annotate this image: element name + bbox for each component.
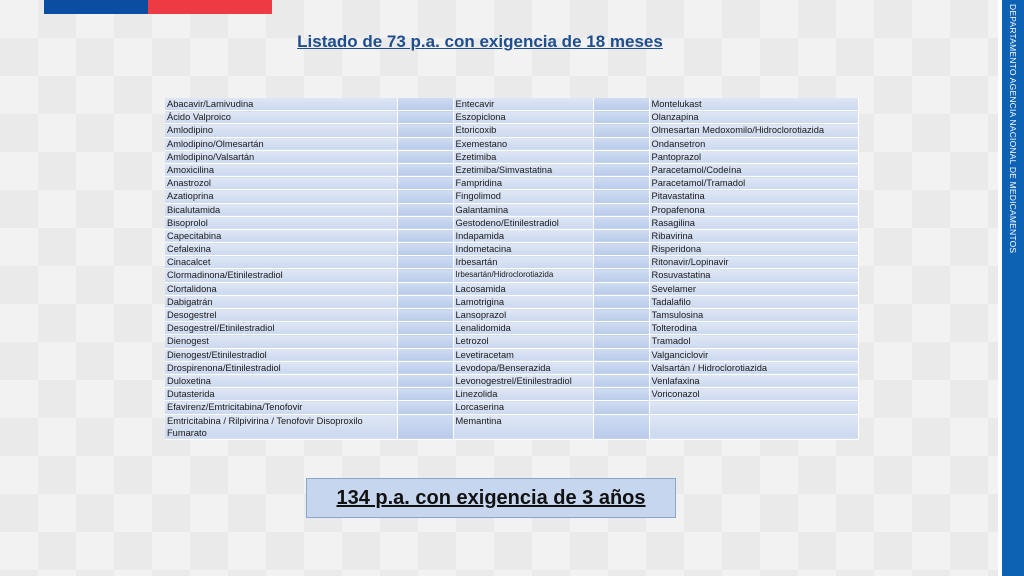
table-spacer-cell [397,177,453,190]
table-spacer-cell [593,190,649,203]
table-cell: Ondansetron [649,137,858,150]
table-row [165,137,858,150]
table-spacer-cell [397,361,453,374]
table-cell: Amlodipino [165,124,397,137]
table-row [165,229,858,242]
table-spacer-cell [593,335,649,348]
table-spacer-cell [593,150,649,163]
table-spacer-cell [397,216,453,229]
table-spacer-cell [593,401,649,414]
table-spacer-cell [593,269,649,282]
side-label-container [1002,0,1024,576]
table-spacer-cell [397,98,453,111]
table-row [165,388,858,401]
table-cell: Etoricoxib [453,124,593,137]
table-cell: Amlodipino/Valsartán [165,150,397,163]
page-title: Listado de 73 p.a. con exigencia de 18 meses [297,32,663,51]
side-label: DEPARTAMENTO AGENCIA NACIONAL DE MEDICAMENTOS [1008,4,1018,254]
drug-table [165,98,859,440]
table-cell: Entecavir [453,98,593,111]
table-cell: Lenalidomida [453,322,593,335]
table-spacer-cell [397,388,453,401]
table-spacer-cell [397,137,453,150]
table-cell: Anastrozol [165,177,397,190]
table-cell: Desogestrel [165,309,397,322]
table-cell: Clormadinona/Etinilestradiol [165,269,397,282]
table-spacer-cell [593,111,649,124]
table-row [165,309,858,322]
table-spacer-cell [593,361,649,374]
table-row [165,282,858,295]
table-row [165,322,858,335]
table-cell: Ezetimiba [453,150,593,163]
table-cell: Gestodeno/Etinilestradiol [453,216,593,229]
table-spacer-cell [593,203,649,216]
table-spacer-cell [593,177,649,190]
table-cell: Valganciclovir [649,348,858,361]
table-cell: Ritonavir/Lopinavir [649,256,858,269]
table-cell: Ezetimiba/Simvastatina [453,163,593,176]
table-cell: Levodopa/Benserazida [453,361,593,374]
table-cell: Rasagilina [649,216,858,229]
table-spacer-cell [397,190,453,203]
table-cell: Abacavir/Lamivudina [165,98,397,111]
table-spacer-cell [397,309,453,322]
table-cell: Capecitabina [165,229,397,242]
table-cell: Tadalafilo [649,295,858,308]
table-spacer-cell [397,124,453,137]
table-cell: Dutasterida [165,388,397,401]
table-cell: Eszopiclona [453,111,593,124]
table-cell: Desogestrel/Etinilestradiol [165,322,397,335]
table-cell: Fingolimod [453,190,593,203]
table-cell: Irbesartán/Hidroclorotiazida [453,269,593,282]
table-row [165,401,858,414]
drug-table-body [165,98,858,439]
table-cell: Paracetamol/Tramadol [649,177,858,190]
table-row [165,124,858,137]
table-cell: Fampridina [453,177,593,190]
table-spacer-cell [397,374,453,387]
table-spacer-cell [397,243,453,256]
table-cell: Azatioprina [165,190,397,203]
table-cell: Ribavirina [649,229,858,242]
table-spacer-cell [397,322,453,335]
table-cell: Lorcaserina [453,401,593,414]
table-spacer-cell [397,203,453,216]
table-row [165,190,858,203]
table-spacer-cell [593,295,649,308]
table-spacer-cell [593,348,649,361]
table-spacer-cell [593,137,649,150]
table-row [165,256,858,269]
table-cell: Propafenona [649,203,858,216]
table-row [165,414,858,439]
table-cell: Dienogest [165,335,397,348]
table-cell: Dabigatrán [165,295,397,308]
table-cell: Levetiracetam [453,348,593,361]
table-row [165,361,858,374]
table-spacer-cell [593,388,649,401]
table-cell: Ácido Valproico [165,111,397,124]
table-row [165,150,858,163]
table-spacer-cell [397,282,453,295]
table-spacer-cell [593,243,649,256]
table-cell: Olmesartan Medoxomilo/Hidroclorotiazida [649,124,858,137]
table-cell: Bisoprolol [165,216,397,229]
table-spacer-cell [593,163,649,176]
table-cell: Cefalexina [165,243,397,256]
table-cell: Venlafaxina [649,374,858,387]
table-cell: Drospirenona/Etinilestradiol [165,361,397,374]
table-cell [649,414,858,439]
table-cell: Levonogestrel/Etinilestradiol [453,374,593,387]
table-cell: Efavirenz/Emtricitabina/Tenofovir [165,401,397,414]
table-cell: Rosuvastatina [649,269,858,282]
table-cell: Pantoprazol [649,150,858,163]
footer-text: 134 p.a. con exigencia de 3 años [336,486,646,509]
table-spacer-cell [397,229,453,242]
table-cell: Olanzapina [649,111,858,124]
table-cell: Dienogest/Etinilestradiol [165,348,397,361]
table-cell: Clortalidona [165,282,397,295]
table-spacer-cell [593,309,649,322]
table-cell: Sevelamer [649,282,858,295]
table-cell: Bicalutamida [165,203,397,216]
table-cell: Indapamida [453,229,593,242]
table-cell: Lamotrigina [453,295,593,308]
table-spacer-cell [593,414,649,439]
table-spacer-cell [397,414,453,439]
table-cell: Cinacalcet [165,256,397,269]
table-row [165,216,858,229]
table-spacer-cell [593,256,649,269]
table-cell: Valsartán / Hidroclorotiazida [649,361,858,374]
table-cell: Tamsulosina [649,309,858,322]
table-row [165,98,858,111]
table-cell: Tramadol [649,335,858,348]
table-cell: Amlodipino/Olmesartán [165,137,397,150]
table-cell: Risperidona [649,243,858,256]
table-spacer-cell [397,256,453,269]
table-row [165,335,858,348]
table-cell: Emtricitabina / Rilpivirina / Tenofovir Disoproxilo Fumarato [165,414,397,439]
table-cell: Exemestano [453,137,593,150]
table-spacer-cell [593,98,649,111]
table-spacer-cell [397,295,453,308]
table-cell: Paracetamol/Codeína [649,163,858,176]
table-cell: Lacosamida [453,282,593,295]
table-spacer-cell [593,374,649,387]
table-cell: Linezolida [453,388,593,401]
table-cell: Indometacina [453,243,593,256]
footer-box [306,478,676,518]
table-spacer-cell [593,229,649,242]
table-cell: Memantina [453,414,593,439]
table-cell [649,401,858,414]
table-row [165,295,858,308]
table-row [165,374,858,387]
table-cell: Pitavastatina [649,190,858,203]
table-spacer-cell [397,111,453,124]
table-row [165,177,858,190]
table-spacer-cell [397,401,453,414]
table-cell: Tolterodina [649,322,858,335]
table-spacer-cell [593,282,649,295]
table-cell: Irbesartán [453,256,593,269]
table-row [165,348,858,361]
table-spacer-cell [593,124,649,137]
table-spacer-cell [593,216,649,229]
table-spacer-cell [397,163,453,176]
table-cell: Montelukast [649,98,858,111]
table-row [165,269,858,282]
table-row [165,163,858,176]
table-cell: Voriconazol [649,388,858,401]
flag-red-stripe [148,0,272,14]
table-spacer-cell [397,269,453,282]
table-cell: Duloxetina [165,374,397,387]
table-spacer-cell [397,335,453,348]
table-cell: Letrozol [453,335,593,348]
table-cell: Amoxicilina [165,163,397,176]
table-row [165,243,858,256]
table-cell: Galantamina [453,203,593,216]
table-spacer-cell [593,322,649,335]
table-row [165,111,858,124]
table-row [165,203,858,216]
table-spacer-cell [397,348,453,361]
table-cell: Lansoprazol [453,309,593,322]
table-spacer-cell [397,150,453,163]
flag-blue-stripe [44,0,148,14]
